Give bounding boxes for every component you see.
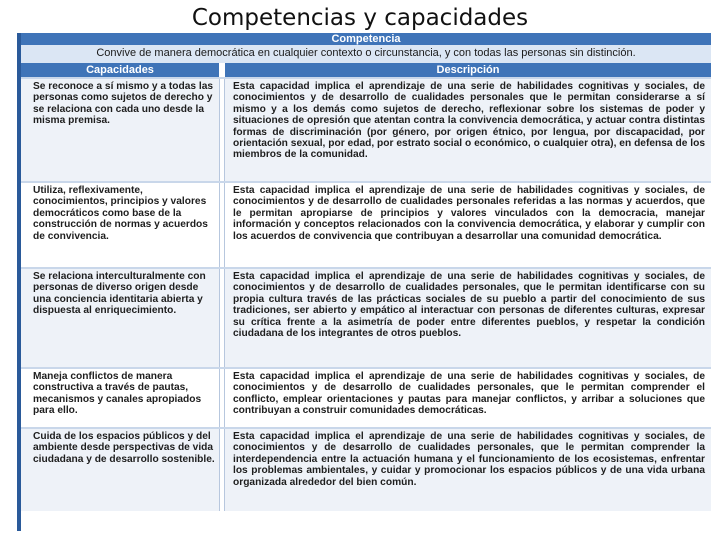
capacidad-cell: Utiliza, reflexivamente, conocimientos, principios y valores democráticos como base de la construcción de normas y acuerdos de convivencia. xyxy=(33,185,208,242)
table-row xyxy=(21,367,711,427)
competencias-table xyxy=(17,33,711,531)
descripcion-cell: Esta capacidad implica el aprendizaje de una serie de habilidades cognitivas y sociales, de conocimientos y de desarrollo de cualidades personales referidas a las normas y acuerdos, que le permitan apropiarse de principios y valores vinculados con la democracia, manejar información y conceptos relacionados con la convivencia democrática, y elaborar y cumplir con los acuerdos de convivencia que contribuyan a desarrollar una comunidad democrática. xyxy=(233,185,705,242)
competencia-statement: Convive de manera democrática en cualquier contexto o circunstancia, y con todas las personas sin distinción. xyxy=(21,45,711,63)
descripcion-cell: Esta capacidad implica el aprendizaje de una serie de habilidades cognitivas y sociales, de conocimientos y de desarrollo de cualidades personales que le permitan considerarse a sí mismo y a los demás como sujetos de derecho, reflexionar sobre los sistemas de poder y situaciones de opresión que atentan contra la convivencia democrática, y actuar contra distintas formas de discriminación (por género, por origen étnico, por lengua, por discapacidad, por orientación sexual, por edad, por estrato social o económico, o cualquier otra), en defensa de los miembros de la comunidad. xyxy=(225,79,711,181)
capacidad-cell: Se reconoce a sí mismo y a todas las personas como sujetos de derecho y se relaciona con cada uno desde la misma premisa. xyxy=(21,79,219,181)
descripcion-cell: Esta capacidad implica el aprendizaje de una serie de habilidades cognitivas y sociales, de conocimientos y de desarrollo de cualidades personales, que le permitan comprender la interdependencia entre la actuación humana y el funcionamiento de los ecosistemas, enfrentar los problemas ambientales, y cuidar y promocionar los espacios públicos y de una vida urbana organizada alrededor del bien común. xyxy=(225,429,711,511)
table-row xyxy=(21,427,711,511)
competencia-header: Competencia xyxy=(21,33,711,45)
capacidad-cell: Maneja conflictos de manera constructiva a través de pautas, mecanismos y canales apropiados para ello. xyxy=(33,371,202,417)
slide-title: Competencias y capacidades xyxy=(191,5,529,31)
table-row xyxy=(21,181,711,267)
descripcion-cell: Esta capacidad implica el aprendizaje de una serie de habilidades cognitivas y sociales, de conocimientos y de desarrollo de cualidades personales, que le permitan comprender el conflicto, emplear orientaciones y pautas para manejar conflictos, y arribar a soluciones que contribuyan a construir comunidades democráticas. xyxy=(233,371,705,417)
descripcion-cell: Esta capacidad implica el aprendizaje de una serie de habilidades cognitivas y sociales, de conocimientos y de desarrollo de cualidades personales, que le permitan identificarse con su propia cultura través de las prácticas sociales de su pueblo a partir del conocimiento de sus tradiciones, ser abierto y empático al interactuar con personas de diferentes culturas, expresar su crítica frente a la asimetría de poder entre diferentes pueblos, y respetar la condición ciudadana de los integrantes de otros pueblos. xyxy=(225,269,711,367)
column-header-descripcion: Descripción xyxy=(225,63,711,77)
table-column-headers xyxy=(21,63,711,77)
table-row xyxy=(21,267,711,367)
capacidad-cell: Cuida de los espacios públicos y del ambiente desde perspectivas de vida ciudadana y de desarrollo sostenible. xyxy=(21,429,219,511)
column-header-capacidades: Capacidades xyxy=(21,63,219,77)
table-row xyxy=(21,77,711,181)
capacidad-cell: Se relaciona interculturalmente con personas de diverso origen desde una conciencia identitaria abierta y dispuesta al enriquecimiento. xyxy=(21,269,219,367)
